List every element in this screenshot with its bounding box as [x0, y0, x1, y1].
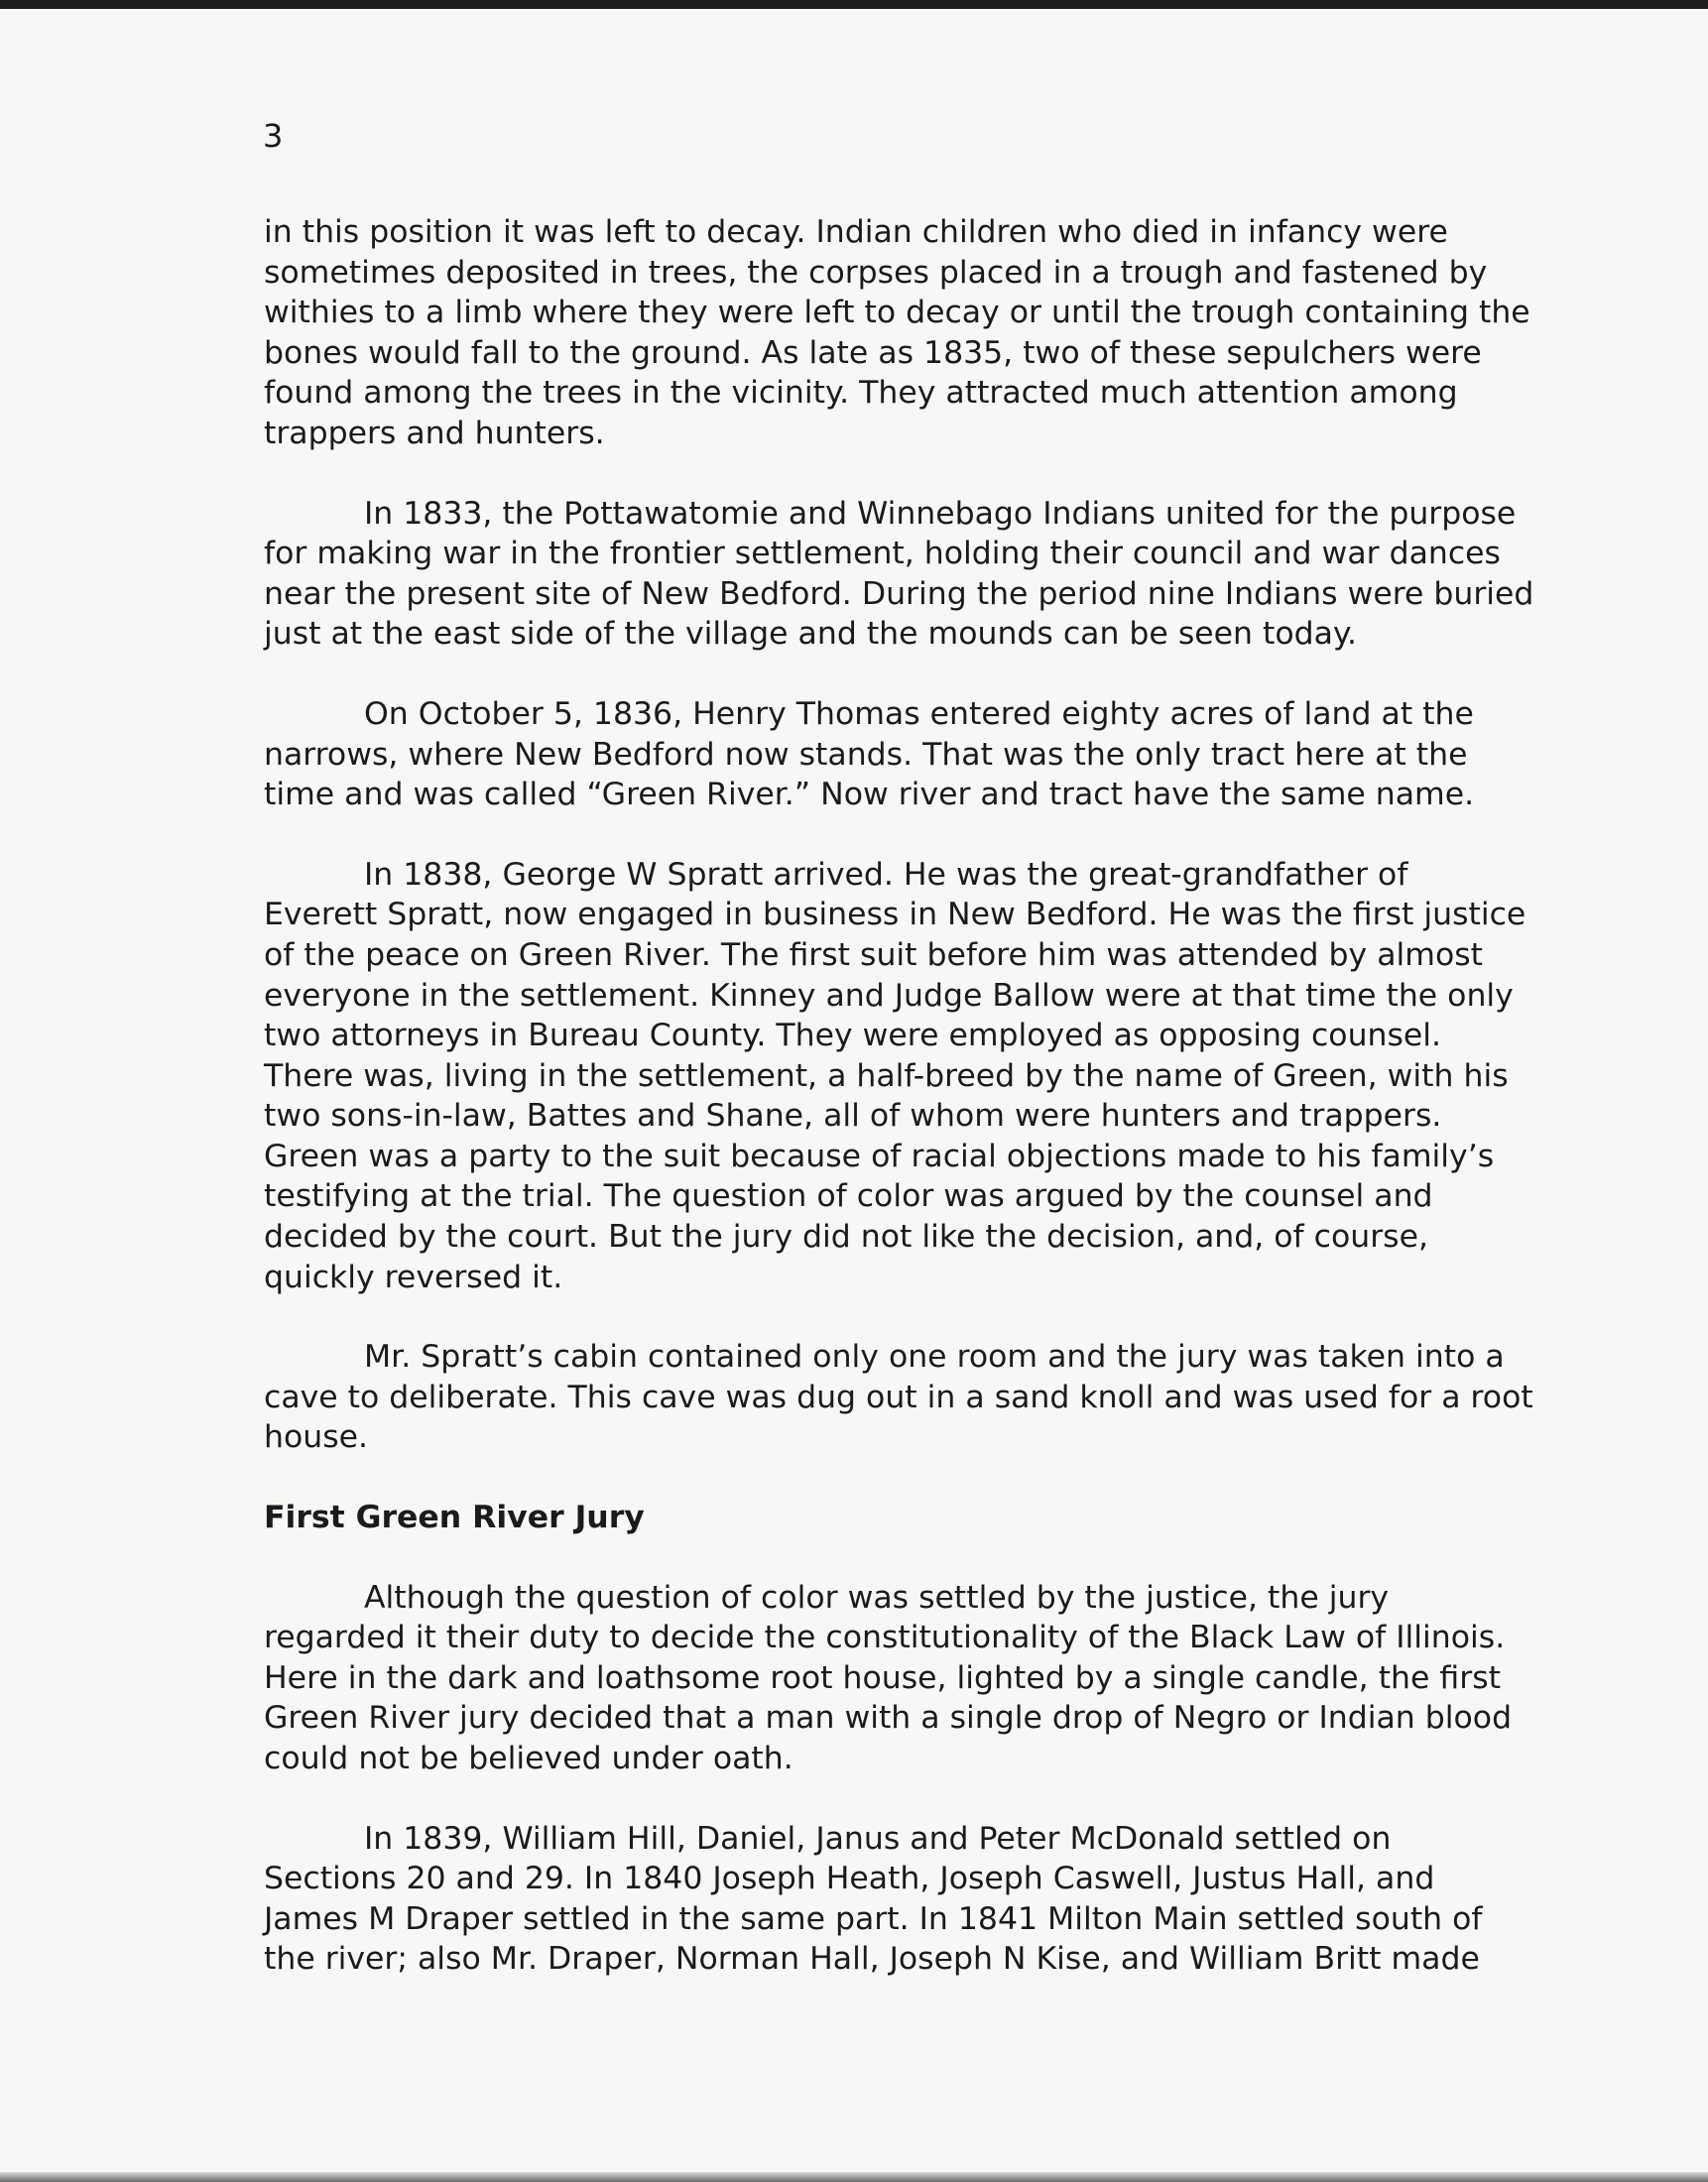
text-line: house. — [264, 1419, 369, 1456]
body-text — [264, 212, 1583, 2019]
text-line: everyone in the settlement. Kinney and Judge Ballow were at that time the only — [264, 977, 1514, 1014]
text-line: near the present site of New Bedford. During the period nine Indians were buried — [264, 575, 1534, 612]
text-line: There was, living in the settlement, a half-breed by the name of Green, with his — [264, 1057, 1509, 1094]
scan-edge-top — [0, 0, 1708, 9]
document-page — [0, 9, 1708, 2172]
text-line: On October 5, 1836, Henry Thomas entered eighty acres of land at the — [364, 695, 1474, 732]
text-line: cave to deliberate. This cave was dug out in a sand knoll and was used for a root — [264, 1379, 1533, 1415]
text-line: Although the question of color was settled by the justice, the jury — [364, 1579, 1390, 1616]
text-line: withies to a limb where they were left to decay or until the trough containing the — [264, 295, 1530, 331]
text-line: decided by the court. But the jury did not like the decision, and, of course, — [264, 1219, 1428, 1256]
paragraph-p1 — [264, 212, 1583, 454]
text-line: could not be believed under oath. — [264, 1741, 793, 1776]
text-line: Everett Spratt, now engaged in business in New Bedford. He was the first justice — [264, 897, 1526, 933]
paragraph-p2 — [264, 494, 1583, 655]
text-line: narrows, where New Bedford now stands. That was the only tract here at the — [264, 736, 1468, 773]
paragraph-p4 — [264, 855, 1583, 1298]
text-line: Here in the dark and loathsome root house, lighted by a single candle, the first — [264, 1659, 1501, 1696]
text-line: two attorneys in Bureau County. They were employed as opposing counsel. — [264, 1018, 1442, 1054]
text-line: In 1838, George W Spratt arrived. He was the great-grandfather of — [364, 856, 1408, 893]
text-line: regarded it their duty to decide the constitutionality of the Black Law of Illinois. — [264, 1620, 1506, 1656]
text-line: James M Draper settled in the same part. In 1841 Milton Main settled south of — [264, 1900, 1483, 1937]
text-line: of the peace on Green River. The first suit before him was attended by almost — [264, 936, 1483, 973]
text-line: the river; also Mr. Draper, Norman Hall, Joseph N Kise, and William Britt made — [264, 1941, 1480, 1978]
scan-edge-bottom — [0, 2172, 1708, 2182]
text-line: just at the east side of the village and the mounds can be seen today. — [264, 616, 1358, 653]
text-line: In 1833, the Pottawatomie and Winnebago Indians united for the purpose — [364, 495, 1517, 532]
text-line: two sons-in-law, Battes and Shane, all of whom were hunters and trappers. — [264, 1098, 1442, 1135]
paragraph-p3 — [264, 694, 1583, 815]
paragraphs-after-heading — [264, 1578, 1583, 1980]
paragraph-p5 — [264, 1337, 1583, 1458]
text-line: quickly reversed it. — [264, 1259, 563, 1295]
paragraph-p6 — [264, 1578, 1583, 1779]
text-line: time and was called “Green River.” Now river and tract have the same name. — [264, 777, 1475, 813]
text-line: Green River jury decided that a man with a single drop of Negro or Indian blood — [264, 1700, 1513, 1737]
page-number: 3 — [263, 117, 284, 155]
text-line: bones would fall to the ground. As late as 1835, two of these sepulchers were — [264, 334, 1482, 371]
text-line: Mr. Spratt’s cabin contained only one room and the jury was taken into a — [364, 1339, 1505, 1376]
text-line: trappers and hunters. — [264, 415, 605, 451]
text-line: found among the trees in the vicinity. They attracted much attention among — [264, 375, 1458, 412]
text-line: for making war in the frontier settlement, holding their council and war dances — [264, 536, 1501, 572]
paragraphs-before-heading — [264, 212, 1583, 1458]
section-heading: First Green River Jury — [264, 1500, 645, 1536]
text-line: Green was a party to the suit because of racial objections made to his family’s — [264, 1138, 1495, 1174]
text-line: testifying at the trial. The question of color was argued by the counsel and — [264, 1178, 1433, 1215]
paragraph-p7 — [264, 1819, 1583, 1980]
text-line: in this position it was left to decay. Indian children who died in infancy were — [264, 214, 1448, 250]
text-line: In 1839, William Hill, Daniel, Janus and Peter McDonald settled on — [364, 1820, 1392, 1857]
text-line: Sections 20 and 29. In 1840 Joseph Heath, Joseph Caswell, Justus Hall, and — [264, 1861, 1435, 1897]
text-line: sometimes deposited in trees, the corpses placed in a trough and fastened by — [264, 254, 1488, 291]
